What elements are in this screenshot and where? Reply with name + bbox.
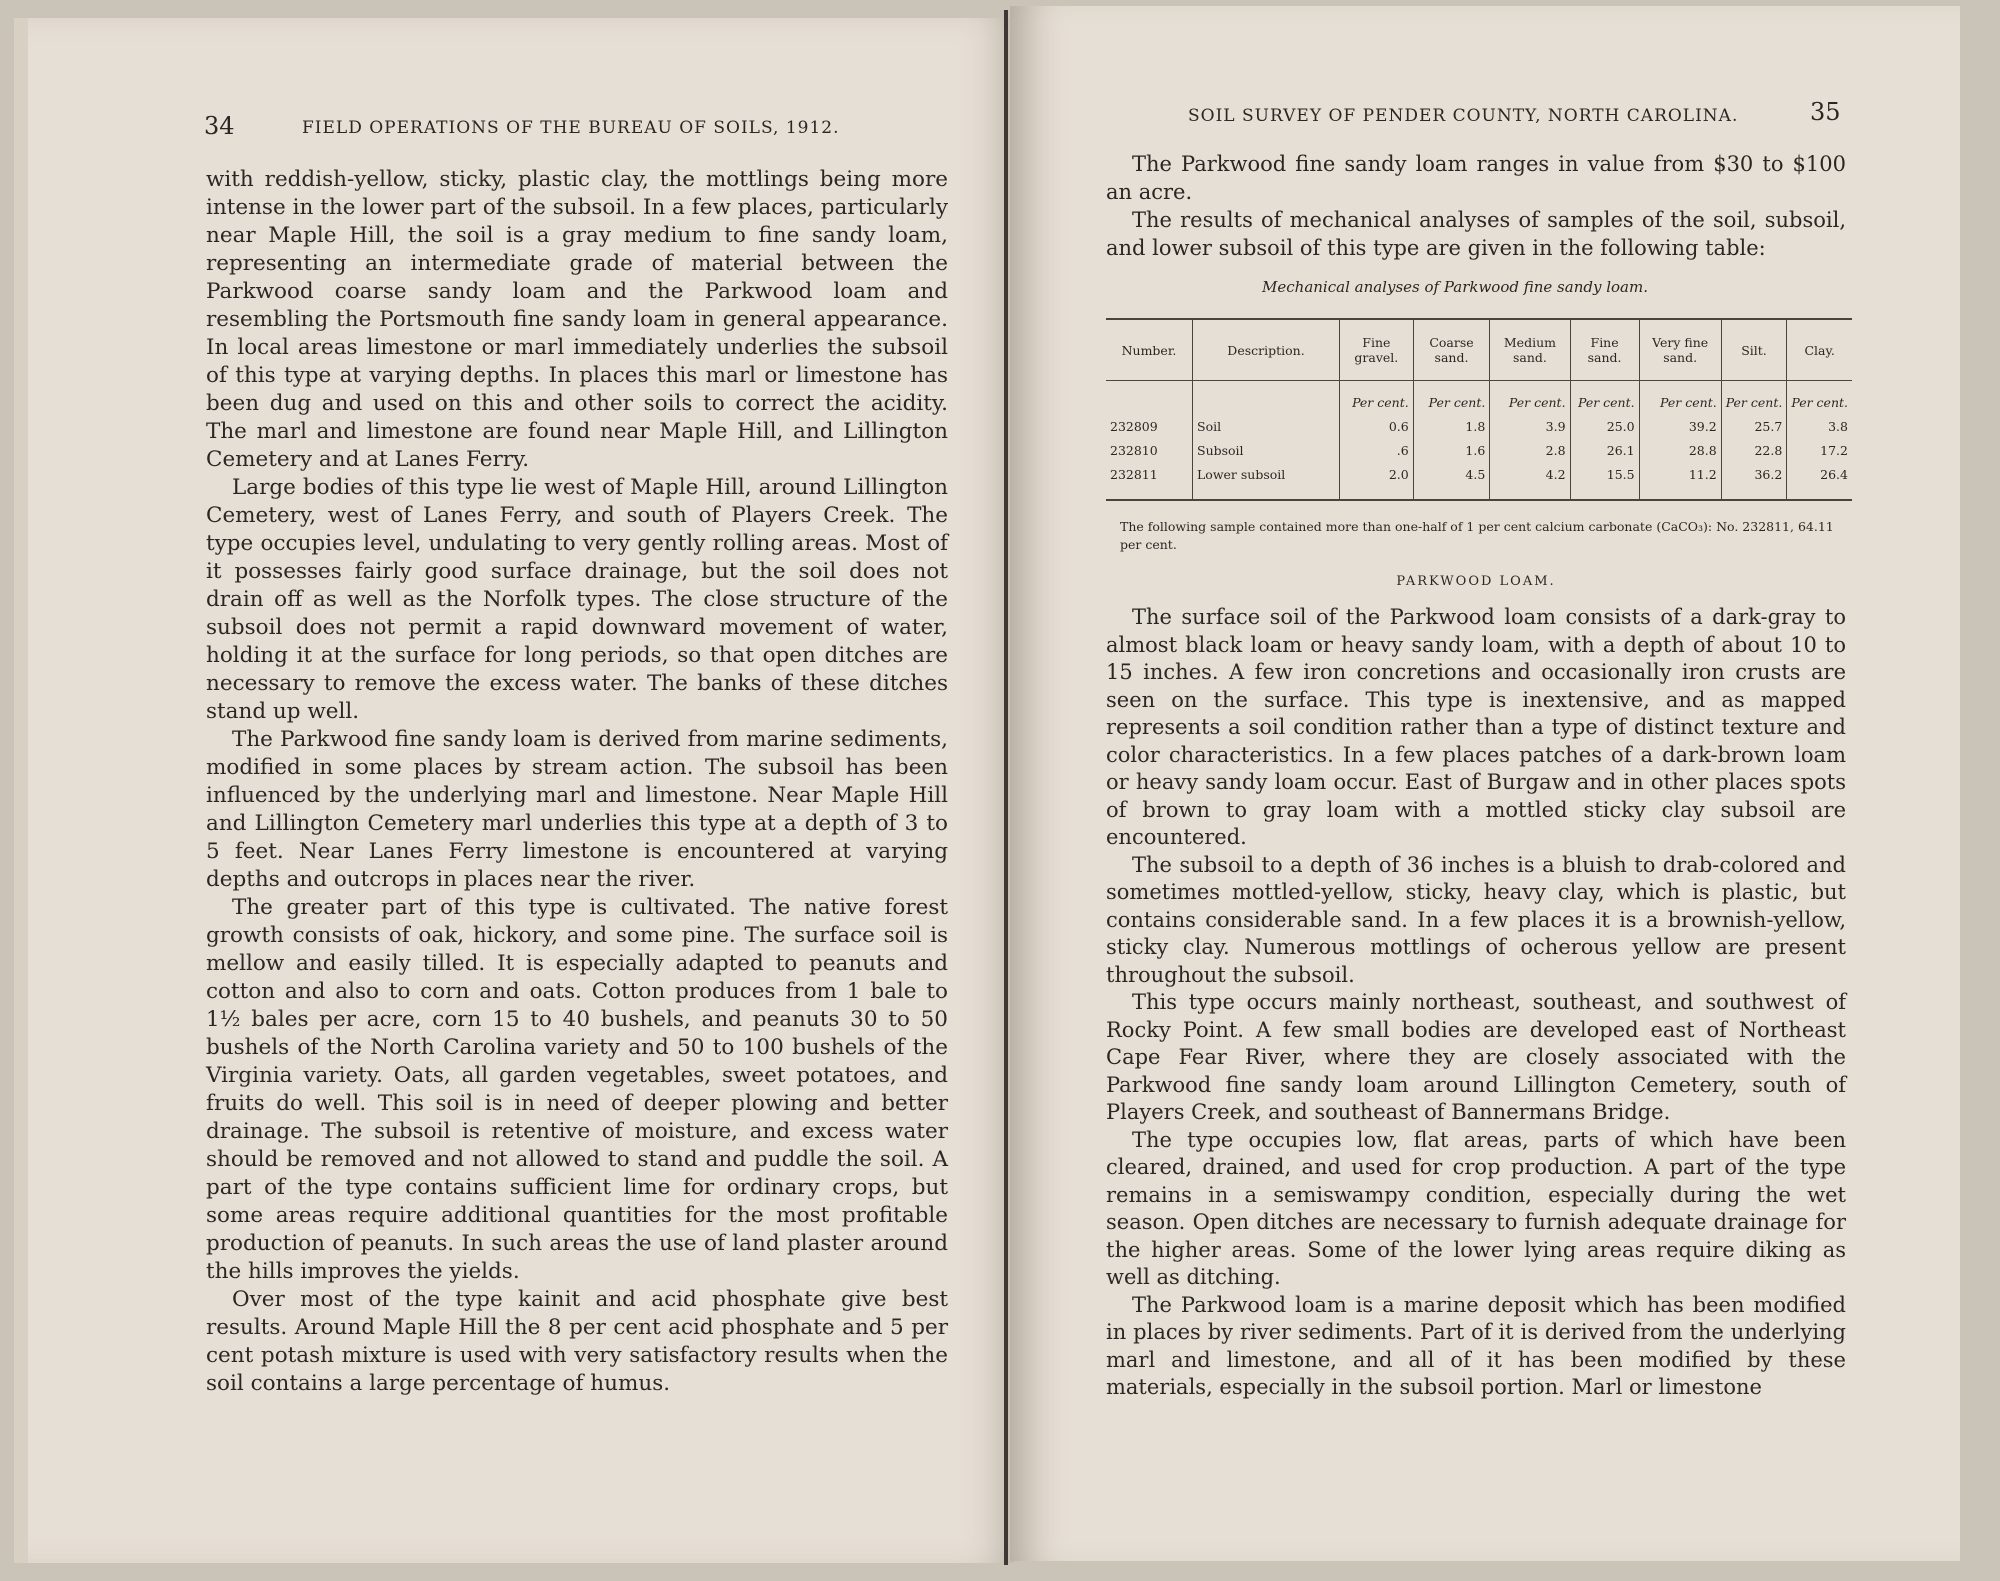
paragraph: The Parkwood loam is a marine deposit which has been modified in places by river sediments. Part of it is derived from the underlying marl and limestone, and all of it has been modified by these materials, especially in the subsoil portion. Marl or limestone [1106, 1292, 1846, 1399]
unit-label: Per cent. [1721, 381, 1787, 416]
unit-label: Per cent. [1413, 381, 1490, 416]
column-header: Very fine sand. [1639, 319, 1721, 381]
table-cell: 2.8 [1490, 439, 1570, 463]
unit-label: Per cent. [1570, 381, 1639, 416]
left-page [14, 18, 1014, 1563]
right-page [1010, 6, 1960, 1561]
right-body-text [1106, 604, 1846, 1402]
sample-description: Subsoil [1193, 439, 1340, 463]
table-cell: .6 [1340, 439, 1414, 463]
unit-label: Per cent. [1490, 381, 1570, 416]
paragraph: This type occurs mainly northeast, southeast, and southwest of Rocky Point. A few small bodies are developed east of Northeast Cape Fear River, where they are closely associated with the Parkwood fine sandy loam around Lillington Cemetery, south of Players Creek, and southeast of Bannermans Bridge. [1106, 990, 1846, 1124]
paragraph: The subsoil to a depth of 36 inches is a bluish to drab-colored and sometimes mottled-yellow, sticky, heavy clay, which is plastic, but contains considerable sand. In a few places it is a brownish-yellow, sticky clay. Numerous mottlings of ocherous yellow are present throughout the subsoil. [1106, 852, 1846, 987]
table-caption: Mechanical analyses of Parkwood fine sandy loam. [1262, 278, 1648, 296]
running-head: FIELD OPERATIONS OF THE BUREAU OF SOILS, 1912. [302, 118, 840, 138]
table-footnote: The following sample contained more than one-half of 1 per cent calcium carbonate (CaCO₃): No. 232811, 64.11 per cent. [1120, 519, 1834, 552]
table-row [1106, 415, 1852, 439]
table-cell: 26.4 [1787, 463, 1852, 500]
unit-label: Per cent. [1787, 381, 1852, 416]
table-cell: 39.2 [1639, 415, 1721, 439]
column-header: Fine gravel. [1340, 319, 1414, 381]
paragraph: The Parkwood fine sandy loam is derived from marine sediments, modified in some places by stream action. The subsoil has been influenced by the underlying marl and limestone. Near Maple Hill and Lillington Cemetery marl underlies this type at a depth of 3 to 5 feet. Near Lanes Ferry limestone is encountered at varying depths and outcrops in places near the river. [206, 727, 948, 892]
paragraph: The Parkwood fine sandy loam ranges in value from $30 to $100 an acre. [1106, 152, 1846, 204]
column-header: Fine sand. [1570, 319, 1639, 381]
units-row [1106, 381, 1852, 416]
column-header: Coarse sand. [1413, 319, 1490, 381]
page-number: 34 [204, 112, 235, 140]
table-cell: 0.6 [1340, 415, 1414, 439]
table-cell: 15.5 [1570, 463, 1639, 500]
table-cell: 22.8 [1721, 439, 1787, 463]
table-cell: 28.8 [1639, 439, 1721, 463]
column-header: Number. [1106, 319, 1193, 381]
mechanical-analyses-table [1106, 318, 1852, 501]
sample-description: Lower subsoil [1193, 463, 1340, 500]
table-row [1106, 439, 1852, 463]
table-cell: 17.2 [1787, 439, 1852, 463]
section-heading: PARKWOOD LOAM. [1396, 574, 1556, 589]
column-header: Description. [1193, 319, 1340, 381]
sample-number: 232809 [1110, 419, 1158, 434]
table-cell: 25.0 [1570, 415, 1639, 439]
table-cell: 3.8 [1787, 415, 1852, 439]
table-cell: 36.2 [1721, 463, 1787, 500]
table-cell: 4.2 [1490, 463, 1570, 500]
table-cell: 3.9 [1490, 415, 1570, 439]
table-cell: 11.2 [1639, 463, 1721, 500]
column-header: Silt. [1721, 319, 1787, 381]
left-body-text [206, 166, 948, 1398]
sample-number: 232810 [1110, 443, 1158, 458]
paragraph: with reddish-yellow, sticky, plastic clay, the mottlings being more intense in the lower part of the subsoil. In a few places, particularly near Maple Hill, the soil is a gray medium to fine sandy loam, representing an intermediate grade of material between the Parkwood coarse sandy loam and the Parkwood loam and resembling the Portsmouth fine sandy loam in general appearance. In local areas limestone or marl immediately underlies the subsoil of this type at varying depths. In places this marl or limestone has been dug and used on this and other soils to correct the acidity. The marl and limestone are found near Maple Hill, and Lillington Cemetery and at Lanes Ferry. [206, 167, 948, 472]
sample-number: 232811 [1106, 463, 1193, 500]
table-cell: 25.7 [1721, 415, 1787, 439]
table-row [1106, 463, 1852, 500]
paragraph: The greater part of this type is cultivated. The native forest growth consists of oak, hickory, and some pine. The surface soil is mellow and easily tilled. It is especially adapted to peanuts and cotton and also to corn and oats. Cotton produces from 1 bale to 1½ bales per acre, corn 15 to 40 bushels, and peanuts 30 to 50 bushels of the North Carolina variety and 50 to 100 bushels of the Virginia variety. Oats, all garden vegetables, sweet potatoes, and fruits do well. This soil is in need of deeper plowing and better drainage. The subsoil is retentive of moisture, and excess water should be removed and not allowed to stand and puddle the soil. A part of the type contains sufficient lime for ordinary crops, but some areas require additional quantities for the most profitable production of peanuts. In such areas the use of land plaster around the hills improves the yields. [206, 895, 948, 1284]
running-head: SOIL SURVEY OF PENDER COUNTY, NORTH CAROLINA. [1188, 106, 1739, 126]
sample-description: Soil [1193, 415, 1340, 439]
unit-label: Per cent. [1340, 381, 1414, 416]
table-header-row [1106, 319, 1852, 381]
table-cell: 4.5 [1413, 463, 1490, 500]
page-number: 35 [1810, 98, 1841, 126]
paragraph: The surface soil of the Parkwood loam consists of a dark-gray to almost black loam or heavy sandy loam, with a depth of about 10 to 15 inches. A few iron concretions and occasionally iron crusts are seen on the surface. This type is inextensive, and as mapped represents a soil condition rather than a type of distinct texture and color characteristics. In a few places patches of a dark-brown loam or heavy sandy loam occur. East of Burgaw and in other places spots of brown to gray loam with a mottled sticky clay subsoil are encountered. [1106, 605, 1846, 849]
book-gutter [1004, 10, 1008, 1565]
intro-text [1106, 150, 1846, 262]
table-cell: 1.8 [1413, 415, 1490, 439]
paragraph: The type occupies low, flat areas, parts of which have been cleared, drained, and used for crop production. A part of the type remains in a semiswampy condition, especially during the wet season. Open ditches are necessary to furnish adequate drainage for the higher areas. Some of the lower lying areas require diking as well as ditching. [1106, 1127, 1846, 1289]
column-header: Clay. [1787, 319, 1852, 381]
table-cell: 26.1 [1570, 439, 1639, 463]
paragraph: Over most of the type kainit and acid phosphate give best results. Around Maple Hill the 8 per cent acid phosphate and 5 per cent potash mixture is used with very satisfactory results when the soil contains a large percentage of humus. [206, 1287, 948, 1396]
table-cell: 1.6 [1413, 439, 1490, 463]
table-cell: 2.0 [1340, 463, 1414, 500]
paragraph: The results of mechanical analyses of samples of the soil, subsoil, and lower subsoil of this type are given in the following table: [1106, 208, 1846, 260]
unit-label: Per cent. [1639, 381, 1721, 416]
column-header: Medium sand. [1490, 319, 1570, 381]
paragraph: Large bodies of this type lie west of Maple Hill, around Lillington Cemetery, west of Lanes Ferry, and south of Players Creek. The type occupies level, undulating to very gently rolling areas. Most of it possesses fairly good surface drainage, but the soil does not drain off as well as the Norfolk types. The close structure of the subsoil does not permit a rapid downward movement of water, holding it at the surface for long periods, so that open ditches are necessary to remove the excess water. The banks of these ditches stand up well. [206, 475, 948, 724]
